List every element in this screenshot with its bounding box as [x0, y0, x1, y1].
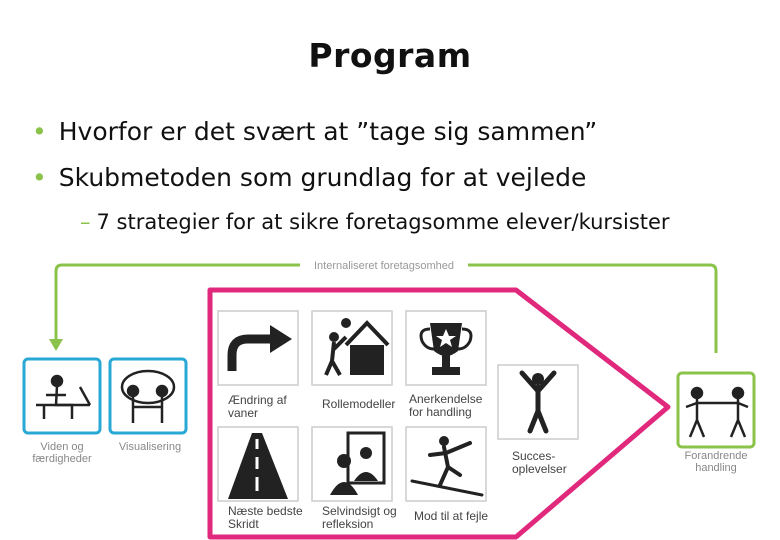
label-recognition: Anerkendelse for handling — [409, 392, 483, 419]
sub-bullet-dash: – — [80, 210, 91, 234]
slide-title: Program — [308, 36, 472, 75]
label-success: Succes-oplevelser — [512, 449, 567, 476]
label-knowledge: Viden og færdigheder — [32, 441, 92, 465]
label-rolemodels: Rollemodeller — [322, 397, 396, 411]
label-habits: Ændring af vaner — [228, 393, 287, 420]
loop-label: Internaliseret foretagsomhed — [313, 260, 455, 272]
label-nextstep: Næste bedste Skridt — [228, 504, 303, 531]
loop-arrowhead — [49, 339, 63, 351]
label-action: Forandrende handling — [684, 450, 748, 474]
bullet-2: • Skubmetoden som grundlag for at vejlede — [32, 163, 587, 192]
bullet-dot: • — [32, 117, 47, 146]
sub-bullet: – 7 strategier for at sikre foretagsomme elever/kursister — [80, 210, 670, 234]
bullet-dot: • — [32, 163, 47, 192]
label-reflection: Selvindsigt og refleksion — [322, 504, 397, 531]
label-visualization: Visualisering — [118, 441, 182, 453]
bullet-1: • Hvorfor er det svært at ”tage sig sammen” — [32, 117, 598, 146]
label-courage: Mod til at fejle — [414, 509, 489, 523]
